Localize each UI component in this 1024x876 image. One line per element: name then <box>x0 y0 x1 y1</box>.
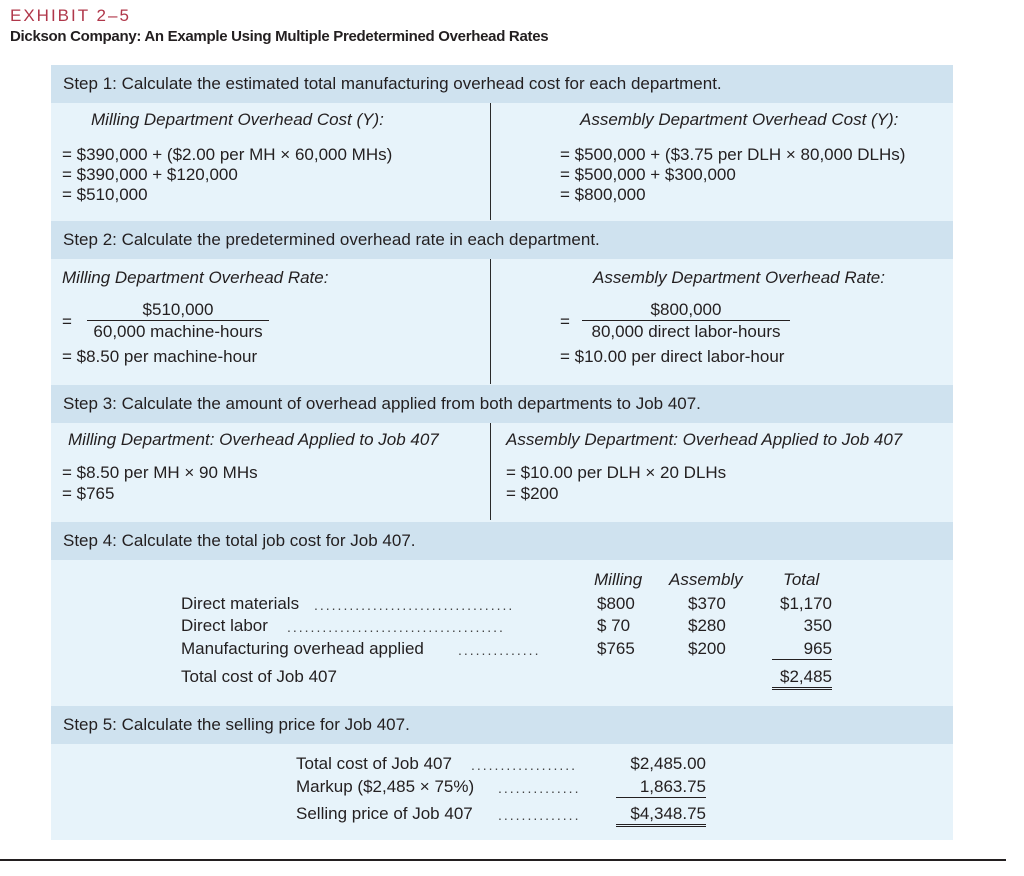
leader-dots: .............. <box>498 780 581 796</box>
column-header-assembly: Assembly <box>669 570 743 589</box>
step2-milling-result: = $8.50 per machine-hour <box>62 347 258 366</box>
step2-assembly-equals: = <box>560 312 570 331</box>
job-cost-assembly: $200 <box>688 639 726 658</box>
job-cost-row-label: Manufacturing overhead applied <box>181 639 424 658</box>
step1-assembly-line: = $500,000 + ($3.75 per DLH × 80,000 DLHs) <box>560 145 906 164</box>
column-header-milling: Milling <box>594 570 643 589</box>
step1-assembly-line: = $800,000 <box>560 185 646 204</box>
total-cost-label: Total cost of Job 407 <box>181 667 337 686</box>
bottom-rule <box>0 859 1006 861</box>
step4-heading: Step 4: Calculate the total job cost for Job 407. <box>51 522 953 560</box>
job-cost-milling: $800 <box>597 594 635 613</box>
step2-assembly-result: = $10.00 per direct labor-hour <box>560 347 785 366</box>
job-cost-assembly: $280 <box>688 616 726 635</box>
step3-milling-line: = $8.50 per MH × 90 MHs <box>62 463 258 482</box>
step3-divider <box>490 423 491 520</box>
leader-dots: .............. <box>458 642 541 658</box>
step2-milling-equals: = <box>62 312 72 331</box>
step3-milling-line: = $765 <box>62 484 115 503</box>
step2-assembly-denominator: 80,000 direct labor-hours <box>591 322 781 341</box>
step3-assembly-line: = $200 <box>506 484 559 503</box>
step1-milling-line: = $390,000 + $120,000 <box>62 165 238 184</box>
column-header-total: Total <box>783 570 820 589</box>
step1-assembly-line: = $500,000 + $300,000 <box>560 165 736 184</box>
step2-heading: Step 2: Calculate the predetermined overhead rate in each department. <box>51 221 953 259</box>
job-cost-assembly: $370 <box>688 594 726 613</box>
exhibit-title: Dickson Company: An Example Using Multiple Predetermined Overhead Rates <box>10 28 549 45</box>
step3-heading: Step 3: Calculate the amount of overhead applied from both departments to Job 407. <box>51 385 953 423</box>
step1-milling-line: = $390,000 + ($2.00 per MH × 60,000 MHs) <box>62 145 393 164</box>
step2-assembly-numerator: $800,000 <box>582 300 790 321</box>
selling-price-row-label: Markup ($2,485 × 75%) <box>296 777 475 796</box>
job-cost-total: 965 <box>772 639 832 660</box>
selling-price-row-value: 1,863.75 <box>616 777 706 798</box>
selling-price-row-label: Selling price of Job 407 <box>296 804 473 823</box>
job-cost-milling: $765 <box>597 639 635 658</box>
leader-dots: .............. <box>498 807 581 823</box>
step2-milling-denominator: 60,000 machine-hours <box>93 322 263 341</box>
step1-divider <box>490 103 491 220</box>
step1-milling-line: = $510,000 <box>62 185 148 204</box>
exhibit-label: EXHIBIT 2–5 <box>10 6 131 25</box>
step2-milling-title: Milling Department Overhead Rate: <box>62 268 329 287</box>
total-cost-value: $2,485 <box>772 667 832 690</box>
job-cost-total: $1,170 <box>780 594 832 613</box>
leader-dots: .................. <box>471 757 578 773</box>
step3-assembly-title: Assembly Department: Overhead Applied to Job 407 <box>506 430 903 449</box>
selling-price-total: $4,348.75 <box>616 804 706 827</box>
step1-milling-title: Milling Department Overhead Cost (Y): <box>91 110 384 129</box>
step2-milling-numerator: $510,000 <box>87 300 269 321</box>
step2-assembly-title: Assembly Department Overhead Rate: <box>593 268 885 287</box>
step1-assembly-title: Assembly Department Overhead Cost (Y): <box>580 110 899 129</box>
job-cost-row-label: Direct labor <box>181 616 268 635</box>
step3-assembly-line: = $10.00 per DLH × 20 DLHs <box>506 463 727 482</box>
job-cost-row-label: Direct materials <box>181 594 300 613</box>
step2-divider <box>490 259 491 384</box>
selling-price-row-label: Total cost of Job 407 <box>296 754 452 773</box>
step5-heading: Step 5: Calculate the selling price for Job 407. <box>51 706 953 744</box>
leader-dots: ..................................... <box>287 619 505 635</box>
leader-dots: .................................. <box>314 597 515 613</box>
selling-price-row-value: $2,485.00 <box>630 754 706 773</box>
step3-milling-title: Milling Department: Overhead Applied to Job 407 <box>68 430 439 449</box>
step1-heading: Step 1: Calculate the estimated total manufacturing overhead cost for each department. <box>51 65 953 103</box>
job-cost-milling: $ 70 <box>597 616 631 635</box>
job-cost-total: 350 <box>803 616 832 635</box>
